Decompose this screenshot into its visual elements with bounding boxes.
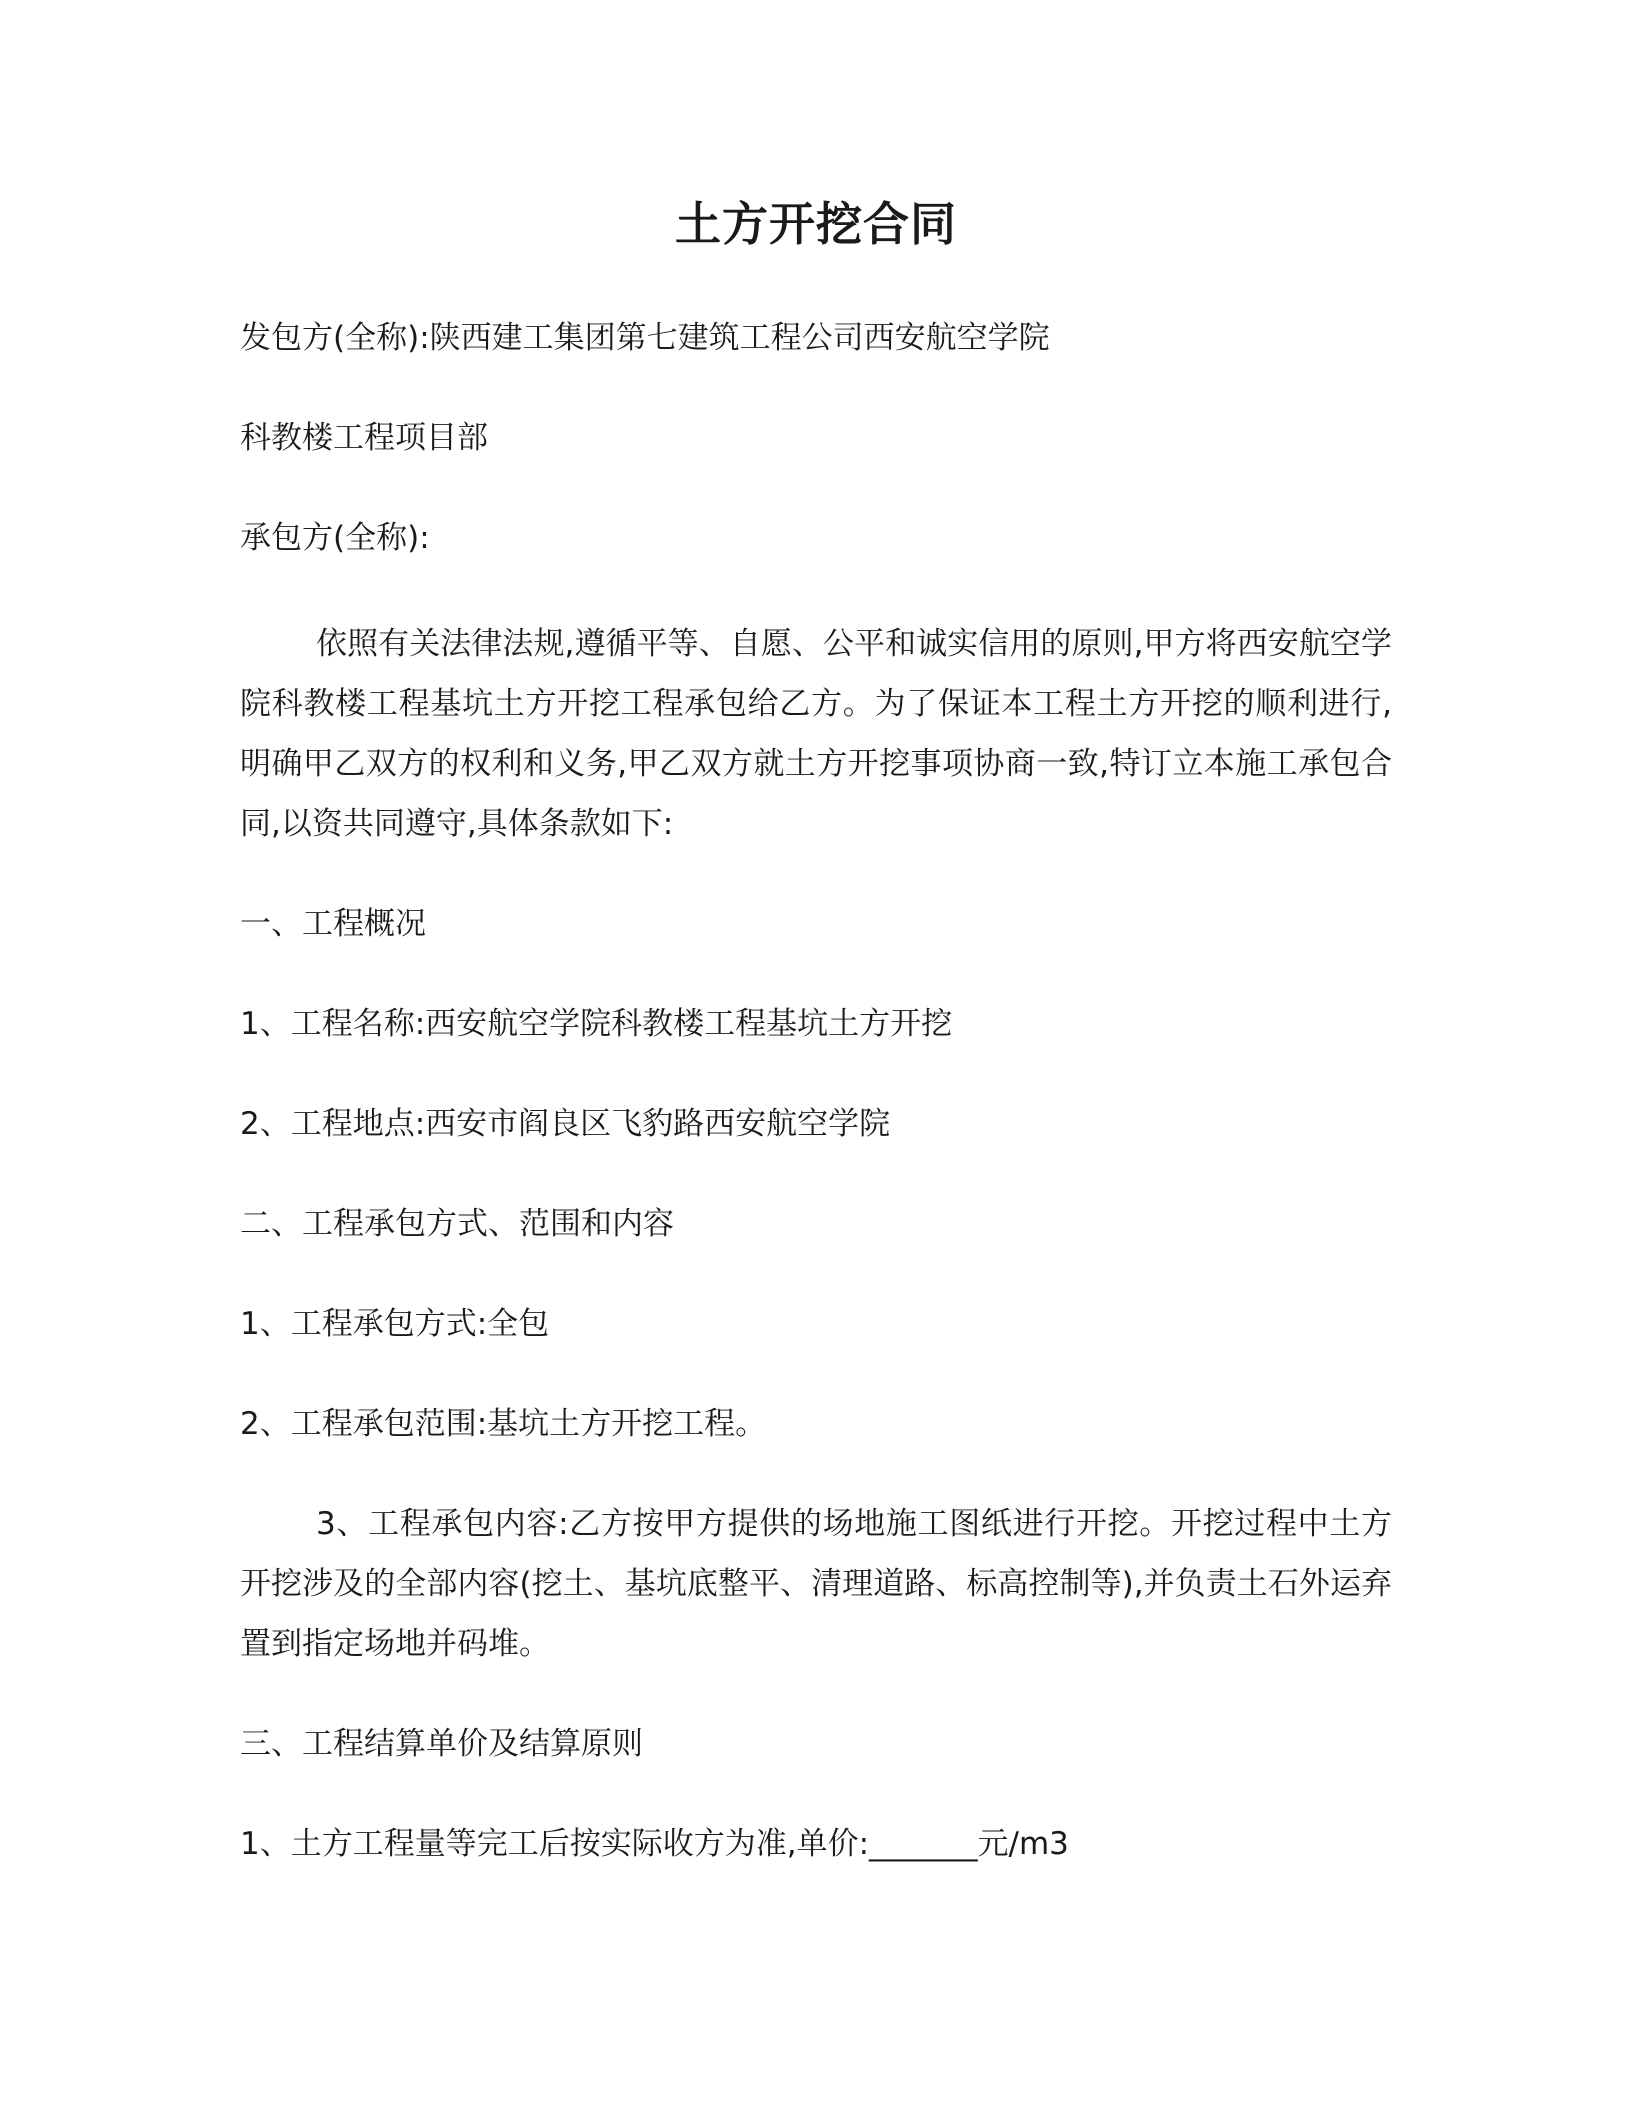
section2-item2: 2、工程承包范围:基坑土方开挖工程。 [240, 1406, 767, 1442]
employer-line-continued: 科教楼工程项目部 [240, 420, 488, 456]
document-title: 土方开挖合同 [675, 197, 957, 251]
section1-item1: 1、工程名称:西安航空学院科教楼工程基坑土方开挖 [240, 1006, 953, 1042]
contractor-line: 承包方(全称): [240, 520, 430, 556]
section1-item2: 2、工程地点:西安市阎良区飞豹路西安航空学院 [240, 1106, 891, 1142]
section2-item1: 1、工程承包方式:全包 [240, 1306, 550, 1342]
section1-heading: 一、工程概况 [240, 906, 426, 942]
section3-heading: 三、工程结算单价及结算原则 [240, 1726, 643, 1762]
section2-heading: 二、工程承包方式、范围和内容 [240, 1206, 674, 1242]
employer-line: 发包方(全称):陕西建工集团第七建筑工程公司西安航空学院 [240, 320, 1050, 356]
section3-item1: 1、土方工程量等完工后按实际收方为准,单价:_______元/m3 [240, 1826, 1069, 1862]
preamble-paragraph: 依照有关法律法规,遵循平等、自愿、公平和诚实信用的原则,甲方将西安航空学院科教楼工程基坑土方开挖工程承包给乙方。为了保证本工程土方开挖的顺利进行,明确甲乙双方的权利和义务,甲乙双方就土方开挖事项协商一致,特订立本施工承包合同,以资共同遵守,具体条款如下: [240, 626, 1392, 842]
section2-item3: 3、工程承包内容:乙方按甲方提供的场地施工图纸进行开挖。开挖过程中土方开挖涉及的全部内容(挖土、基坑底整平、清理道路、标高控制等),并负责土石外运弃置到指定场地并码堆。 [240, 1506, 1392, 1662]
